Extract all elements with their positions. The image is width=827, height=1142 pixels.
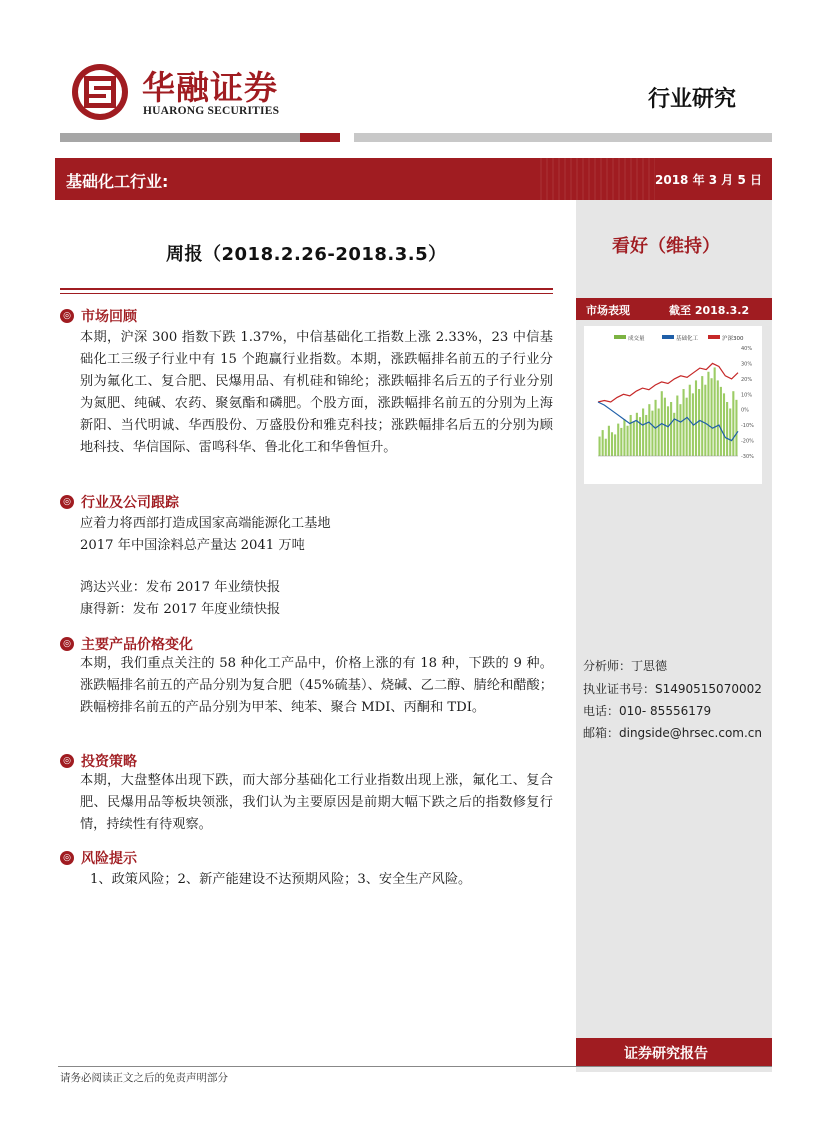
section-strategy-heading [60, 751, 137, 771]
volume-bar [717, 380, 719, 456]
legend-label: 沪深300 [722, 336, 744, 342]
volume-bar [658, 408, 660, 456]
report-type-tag [576, 1038, 772, 1066]
volume-bar [683, 389, 685, 456]
title-divider [60, 288, 553, 290]
section-title: 市场回顾 [81, 309, 137, 325]
tracking-line: 2017 年中国涂料总产量达 2041 万吨 [80, 538, 305, 553]
market-label: 市场表现 [586, 304, 630, 317]
axis-tick-label: 20% [741, 376, 753, 383]
analyst-cert: 执业证书号：S1490515070002 [583, 682, 762, 696]
title-divider-thin [60, 293, 553, 294]
section-title: 投资策略 [81, 754, 137, 770]
header-bar-red [300, 133, 340, 142]
section-title: 主要产品价格变化 [81, 637, 193, 653]
volume-bar [704, 385, 706, 456]
volume-bar [667, 406, 669, 456]
section-bullet-icon: ◎ [60, 754, 74, 768]
section-market-review-heading [60, 306, 137, 326]
volume-bar [711, 378, 713, 456]
analyst-name: 分析师：丁思德 [583, 659, 668, 673]
section-bullet-icon: ◎ [60, 637, 74, 651]
axis-tick-label: 40% [741, 346, 753, 352]
axis-tick-label: -10% [741, 423, 754, 430]
volume-bar [648, 404, 650, 456]
legend-swatch [708, 335, 720, 339]
volume-bar [714, 367, 716, 456]
huarong-logo-icon [70, 62, 130, 122]
legend-label: 成交量 [628, 336, 645, 342]
analyst-phone: 电话：010- 85556179 [583, 704, 712, 718]
banner-pattern [540, 158, 655, 200]
strategy-text: 本期，大盘整体出现下跌，而大部分基础化工行业指数出现上涨，氟化工、复合肥、民爆用品等板块领涨，我们认为主要原因是前期大幅下跌之后的指数修复行情，持续性有待观察。 [80, 773, 553, 832]
legend-label: 基础化工 [676, 336, 699, 342]
volume-bar [670, 402, 672, 456]
section-price-change-heading [60, 634, 193, 654]
industry-title: 基础化工行业: [66, 172, 169, 191]
volume-bar [686, 398, 688, 456]
tracking-line: 康得新：发布 2017 年度业绩快报 [80, 602, 281, 617]
tracking-line: 鸿达兴业：发布 2017 年业绩快报 [80, 580, 281, 595]
volume-bar [630, 415, 632, 456]
title-banner [55, 158, 772, 200]
volume-bar [701, 376, 703, 456]
report-title: 周报（2018.2.26-2018.3.5） [166, 244, 447, 265]
market-review-text: 本期，沪深 300 指数下跌 1.37%，中信基础化工指数上涨 2.33%，23 中信基础化工三级子行业中有 15 个跑赢行业指数。本期，涨跌幅排名前五的子行业分别为氟化工、复合肥、民爆用品、有机硅和锦纶；涨跌幅排名后五的子行业分别为氮肥、纯碱、农药、聚氨酯和磷肥。个股方面，涨跌幅排名前五的分别为上海新阳、当代明诚、华西股份、万盛股份和雅克科技；涨跌幅排名后五的分别为顾地科技、华信国际、雷鸣科华、鲁北化工和华鲁恒升。 [80, 330, 553, 455]
volume-bar [695, 380, 697, 456]
volume-bar [605, 439, 607, 456]
section-bullet-icon: ◎ [60, 495, 74, 509]
logo-text-cn: 华融证券 [142, 68, 278, 107]
volume-bar [664, 398, 666, 456]
volume-bar [602, 430, 604, 456]
doc-type-label: 行业研究 [648, 87, 737, 112]
market-performance-bar [576, 298, 772, 320]
volume-bar [707, 372, 709, 456]
volume-bar [642, 408, 644, 456]
header-bar-gray-right [354, 133, 772, 142]
analyst-email: 邮箱：dingside@hrsec.com.cn [583, 726, 762, 740]
axis-tick-label: -30% [741, 454, 754, 460]
volume-bar [723, 393, 725, 456]
report-date: 2018 年 3 月 5 日 [655, 173, 762, 187]
volume-bar [608, 426, 610, 456]
volume-bar [698, 389, 700, 456]
report-type-label: 证券研究报告 [624, 1046, 708, 1062]
volume-bar [623, 419, 625, 456]
section-title: 行业及公司跟踪 [81, 495, 179, 511]
axis-tick-label: 0% [741, 407, 749, 414]
market-date: 截至 2018.3.2 [669, 304, 750, 317]
logo-text-en: HUARONG SECURITIES [143, 105, 280, 117]
volume-bar [645, 415, 647, 456]
tracking-line: 应着力将西部打造成国家高端能源化工基地 [80, 516, 331, 531]
volume-bar [620, 428, 622, 456]
market-chart-svg [584, 326, 762, 484]
section-title: 风险提示 [81, 851, 137, 867]
volume-bar [735, 400, 737, 456]
axis-tick-label: -20% [741, 438, 754, 445]
volume-bar [676, 396, 678, 456]
volume-bar [633, 421, 635, 456]
axis-tick-label: 30% [741, 361, 753, 368]
market-chart [584, 326, 762, 484]
risk-text: 1、政策风险；2、新产能建设不达预期风险；3、安全生产风险。 [90, 872, 472, 887]
volume-bar [726, 402, 728, 456]
volume-bar [732, 391, 734, 456]
volume-bar [599, 437, 601, 456]
volume-bar [729, 408, 731, 456]
disclaimer-note: 请务必阅读正文之后的免责声明部分 [60, 1072, 228, 1084]
section-risk-heading [60, 848, 137, 868]
legend-swatch [614, 335, 626, 339]
volume-bar [651, 411, 653, 456]
volume-bar [614, 434, 616, 456]
volume-bar [611, 432, 613, 456]
volume-bar [679, 404, 681, 456]
section-bullet-icon: ◎ [60, 309, 74, 323]
volume-bar [617, 424, 619, 456]
footer-divider [58, 1066, 772, 1067]
axis-tick-label: 10% [741, 392, 753, 399]
legend-swatch [662, 335, 674, 339]
volume-bar [636, 413, 638, 456]
volume-bar [720, 387, 722, 456]
volume-bar [627, 426, 629, 456]
rating-label: 看好（维持） [612, 236, 720, 257]
section-bullet-icon: ◎ [60, 851, 74, 865]
section-industry-tracking-heading [60, 492, 179, 512]
price-change-text: 本期，我们重点关注的 58 种化工产品中，价格上涨的有 18 种，下跌的 9 种。涨跌幅排名前五的产品分别为复合肥（45%硫基）、烧碱、乙二醇、腈纶和醋酸；跌幅榜排名前五的产品分别为甲苯、纯苯、聚合 MDI、丙酮和 TDI。 [80, 656, 553, 715]
header-bar-gray [60, 133, 300, 142]
